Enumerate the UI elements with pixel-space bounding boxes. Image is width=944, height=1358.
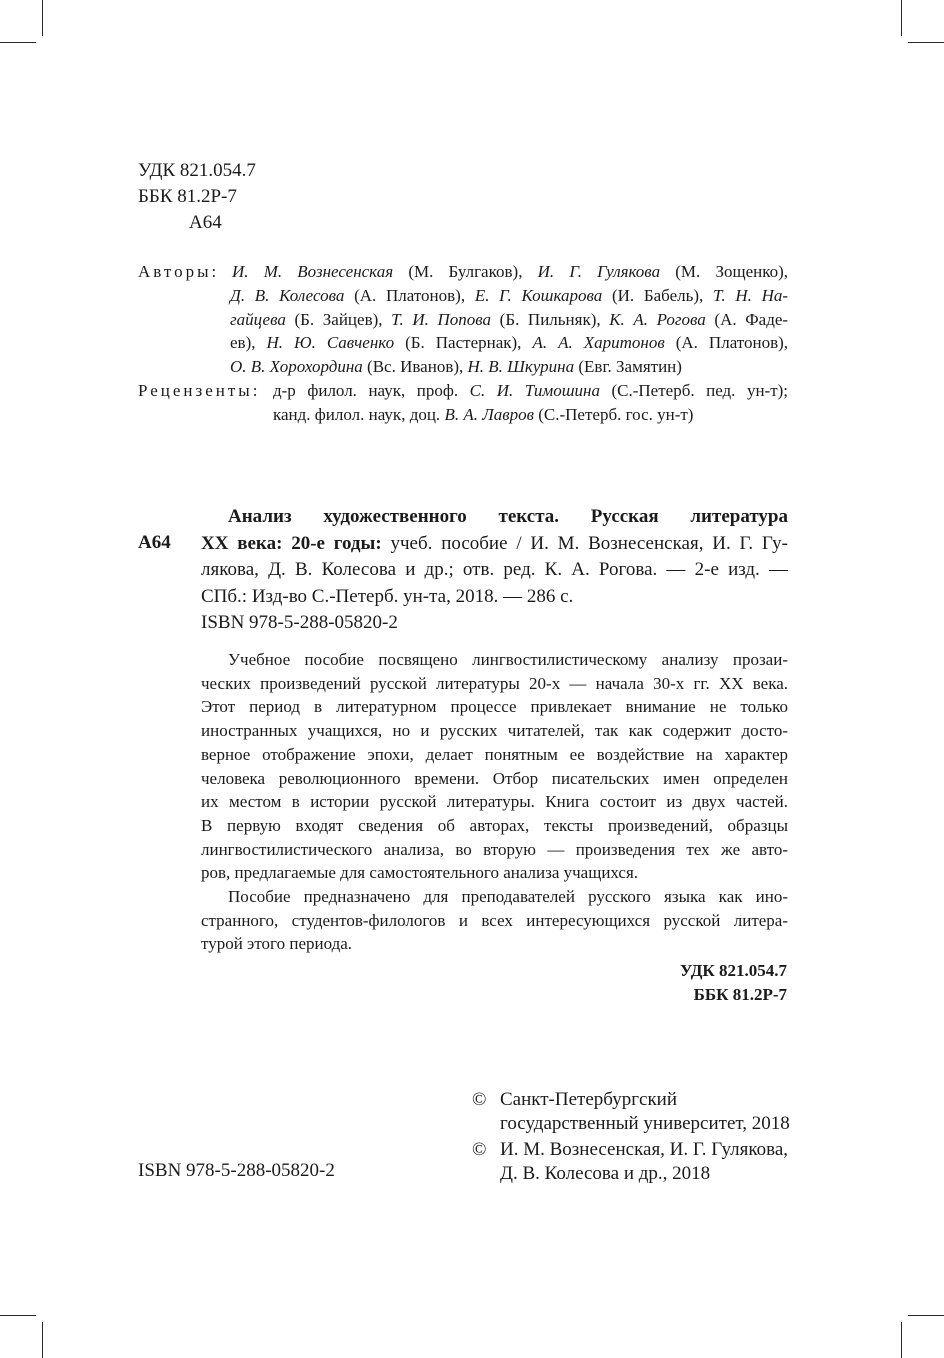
index-udk: УДК 821.054.7 [679,961,787,980]
crop-mark [42,0,43,36]
author-line: Д. В. Колесова (А. Платонов), Е. Г. Кошкарова (И. Бабель), Т. Н. На- [230,285,789,305]
reviewer-line: д-р филол. наук, проф. С. И. Тимошина (С.-Петерб. пед. ун-т); [273,381,789,400]
crop-mark [908,42,944,43]
author-line: гайцева (Б. Зайцев), Т. И. Попова (Б. Пильняк), К. А. Рогова (А. Фаде- [230,309,789,329]
copyright-symbol: © [472,1139,487,1160]
crop-mark [901,1322,902,1358]
annotation-line: Пособие предназначено для преподавателей русского языка как ино- [228,887,788,906]
author-mark: А64 [189,212,222,233]
annotation-line: ческих произведений русской литературы 20-х — начала 30-х гг. XX века. [201,673,788,693]
reviewers-label: Рецензенты: [138,381,261,400]
annotation-line: человека революционного времени. Отбор писательских имен определен [201,768,788,788]
annotation-line: Этот период в литературном процессе привлекает внимание не только [201,697,788,717]
crop-mark [908,1315,944,1316]
annotation-line: В первую входят сведения об авторах, тексты произведений, образцы [201,815,788,835]
bibliographic-line: Анализ художественного текста. Русская литература [228,506,788,527]
annotation-line: их местом в истории русской литературы. Книга состоит из двух частей. [201,792,788,812]
crop-mark [0,42,36,43]
annotation-line: Учебное пособие посвящено лингвостилистическому анализу прозаи- [228,650,788,669]
bibliographic-mark: А64 [138,532,171,553]
reviewer-line: канд. филол. наук, доц. В. А. Лавров (С.-Петерб. гос. ун-т) [273,404,694,424]
annotation-line: иностранных учащихся, но и русских читателей, так как содержит досто- [201,721,788,741]
bibliographic-line: XX века: 20-е годы: учеб. пособие / И. М. Вознесенская, И. Г. Гу- [201,532,789,554]
crop-mark [901,0,902,36]
crop-mark [0,1315,36,1316]
crop-mark [42,1322,43,1358]
copyright-line: Санкт-Петербургский [500,1089,678,1110]
author-line: ев), Н. Ю. Савченко (Б. Пастернак), А. А. Харитонов (А. Платонов), [230,333,789,353]
authors-label: Авторы: [138,262,220,281]
bbk-code: ББК 81.2Р-7 [138,186,237,207]
isbn: ISBN 978-5-288-05820-2 [138,1160,335,1181]
bibliographic-line: ISBN 978-5-288-05820-2 [201,612,398,633]
copyright-line: Д. В. Колесова и др., 2018 [500,1163,711,1184]
annotation-line: верное отображение эпохи, делает понятным ее воздействие на характер [201,744,788,764]
annotation-line: странного, студентов-филологов и всех интересующихся русской литера- [201,910,788,930]
udk-code: УДК 821.054.7 [138,160,256,181]
bibliographic-line: лякова, Д. В. Колесова и др.; отв. ред. К. А. Рогова. — 2-е изд. — [201,559,788,580]
copyright-line: И. М. Вознесенская, И. Г. Гулякова, [500,1139,789,1160]
copyright-line: государственный университет, 2018 [500,1113,790,1134]
author-line: О. В. Хорохордина (Вс. Иванов), Н. В. Шкурина (Евг. Замятин) [230,357,682,377]
annotation-line: турой этого периода. [201,934,353,954]
author-line: И. М. Вознесенская (М. Булгаков), И. Г. Гулякова (М. Зощенко), [232,262,789,281]
annotation-line: лингвостилистического анализа, во вторую — произведения тех же авто- [201,839,788,859]
index-bbk: ББК 81.2Р-7 [693,985,787,1004]
bibliographic-line: СПб.: Изд-во С.-Петерб. ун-та, 2018. — 286 с. [201,585,574,607]
annotation-line: ров, предлагаемые для самостоятельного анализа учащихся. [201,863,639,883]
copyright-symbol: © [472,1089,487,1110]
